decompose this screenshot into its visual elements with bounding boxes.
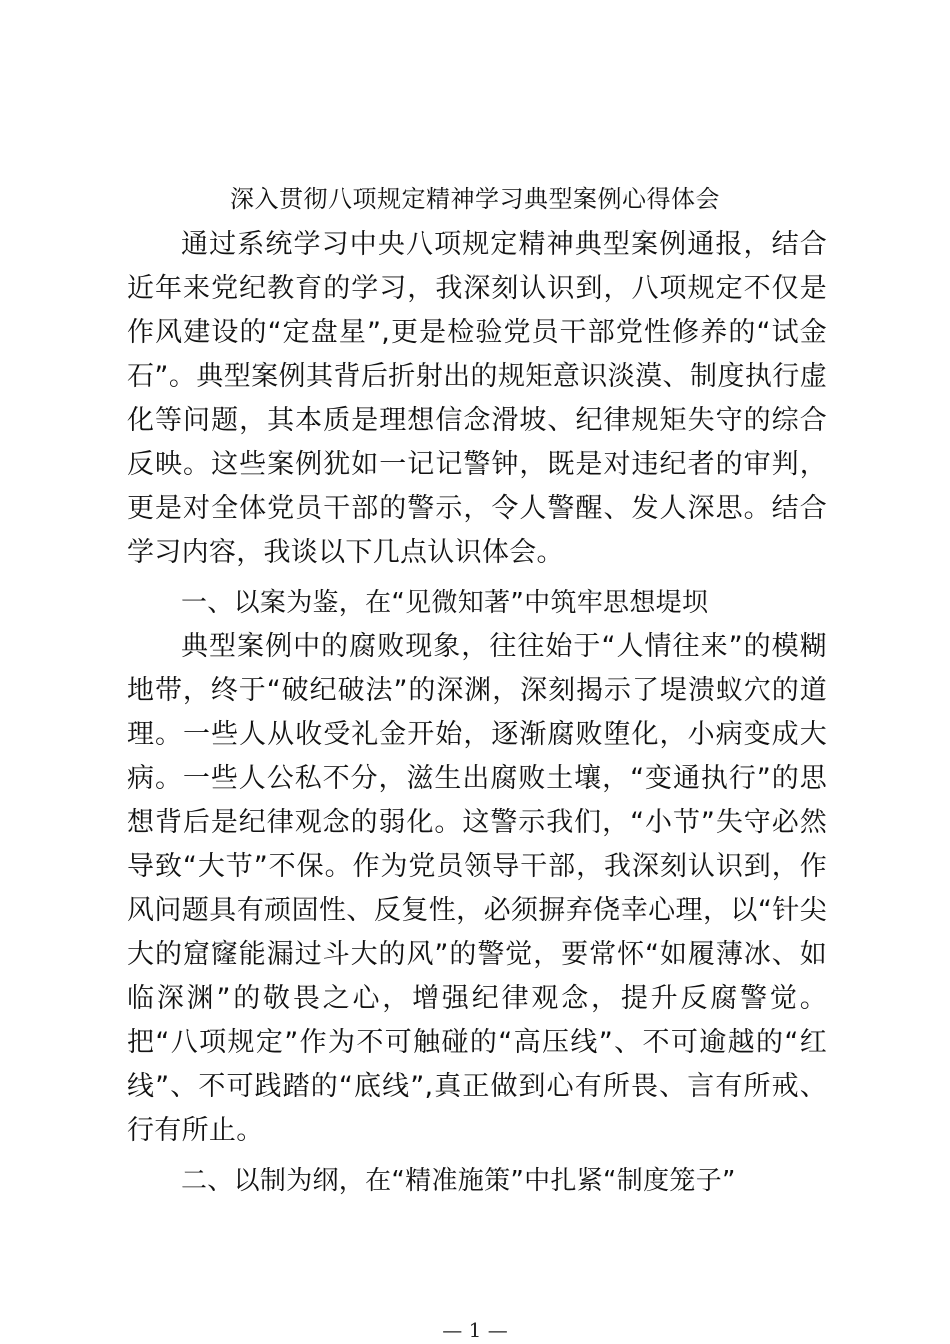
intro-paragraph: 通过系统学习中央八项规定精神典型案例通报，结合近年来党纪教育的学习，我深刻认识到，八项规定不仅是作风建设的“定盘星”,更是检验党员干部党性修养的“试金石”。典型案例其背后折射出的规矩意识淡漠、制度执行虚化等问题，其本质是理想信念滑坡、纪律规矩失守的综合反映。这些案例犹如一记记警钟，既是对违纪者的审判，更是对全体党员干部的警示，令人警醒、发人深思。结合学习内容，我谈以下几点认识体会。: [127, 229, 827, 568]
section-2-heading: 二、以制为纲，在“精准施策”中扎紧“制度笼子”: [181, 1166, 736, 1196]
document-title: 深入贯彻八项规定精神学习典型案例心得体会: [230, 185, 720, 213]
document-body: [127, 223, 827, 1203]
section-1-heading: 一、以案为鉴，在“见微知著”中筑牢思想堤坝: [181, 588, 709, 618]
section-1-paragraph: 典型案例中的腐败现象，往往始于“人情往来”的模糊地带，终于“破纪破法”的深渊，深刻揭示了堤溃蚁穴的道理。一些人从收受礼金开始，逐渐腐败堕化，小病变成大病。一些人公私不分，滋生出腐败土壤，“变通执行”的思想背后是纪律观念的弱化。这警示我们，“小节”失守必然导致“大节”不保。作为党员领导干部，我深刻认识到，作风问题具有顽固性、反复性，必须摒弃侥幸心理，以“针尖大的窟窿能漏过斗大的风”的警觉，要常怀“如履薄冰、如临深渊”的敬畏之心，增强纪律观念，提升反腐警觉。把“八项规定”作为不可触碰的“高压线”、不可逾越的“红线”、不可践踏的“底线”,真正做到心有所畏、言有所戒、行有所止。: [127, 631, 827, 1146]
page-number: — 1 —: [442, 1318, 508, 1342]
